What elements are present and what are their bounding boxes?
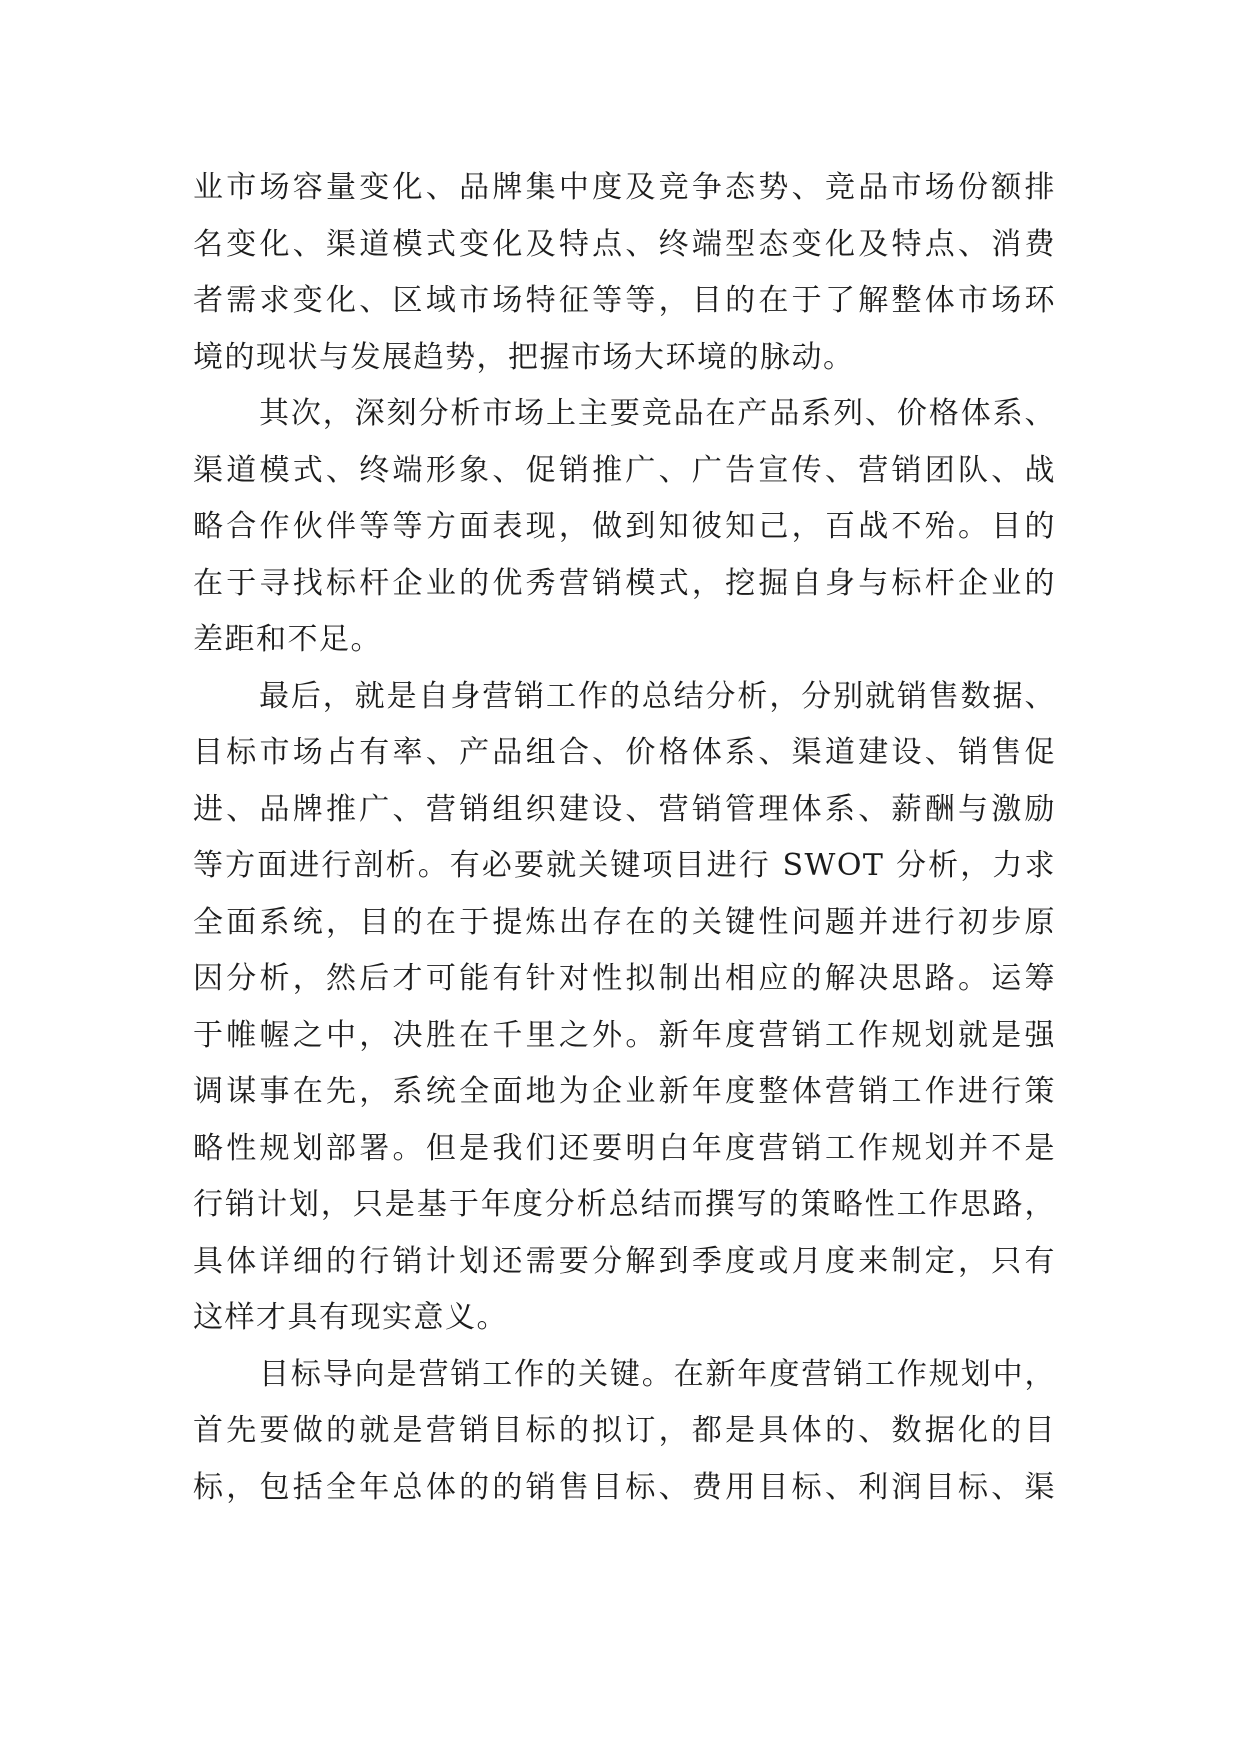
body-text bbox=[193, 160, 1056, 1516]
text-line: 略合作伙伴等等方面表现，做到知彼知己，百战不殆。目的 bbox=[193, 509, 1056, 544]
paragraph bbox=[193, 386, 1056, 669]
text-line: 差距和不足。 bbox=[193, 622, 382, 657]
text-line: 具体详细的行销计划还需要分解到季度或月度来制定，只有 bbox=[193, 1243, 1056, 1279]
text-line: 者需求变化、区域市场特征等等，目的在于了解整体市场环 bbox=[193, 283, 1056, 318]
text-line: 略性规划部署。但是我们还要明白年度营销工作规划并不是 bbox=[193, 1130, 1056, 1166]
text-line: 标，包括全年总体的的销售目标、费用目标、利润目标、渠 bbox=[193, 1469, 1056, 1505]
paragraph bbox=[193, 160, 1056, 386]
text-line: 首先要做的就是营销目标的拟订，都是具体的、数据化的目 bbox=[193, 1413, 1056, 1448]
text-line: 渠道模式、终端形象、促销推广、广告宣传、营销团队、战 bbox=[193, 452, 1056, 488]
text-line: 行销计划，只是基于年度分析总结而撰写的策略性工作思路， bbox=[193, 1187, 1056, 1222]
text-line: 其次，深刻分析市场上主要竞品在产品系列、价格体系、 bbox=[259, 396, 1056, 431]
text-line: 因分析，然后才可能有针对性拟制出相应的解决思路。运筹 bbox=[193, 961, 1056, 996]
text-line: 等方面进行剖析。有必要就关键项目进行 SWOT 分析，力求 bbox=[193, 848, 1056, 883]
paragraph bbox=[193, 1347, 1056, 1517]
text-line: 目标市场占有率、产品组合、价格体系、渠道建设、销售促 bbox=[193, 735, 1056, 770]
text-line: 在于寻找标杆企业的优秀营销模式，挖掘自身与标杆企业的 bbox=[193, 565, 1056, 601]
text-line: 境的现状与发展趋势，把握市场大环境的脉动。 bbox=[193, 339, 855, 375]
text-line: 最后，就是自身营销工作的总结分析，分别就销售数据、 bbox=[259, 678, 1056, 714]
text-line: 业市场容量变化、品牌集中度及竞争态势、竞品市场份额排 bbox=[193, 170, 1056, 205]
paragraph bbox=[193, 669, 1056, 1347]
text-line: 调谋事在先，系统全面地为企业新年度整体营销工作进行策 bbox=[193, 1074, 1056, 1109]
text-line: 名变化、渠道模式变化及特点、终端型态变化及特点、消费 bbox=[193, 226, 1056, 262]
text-line: 全面系统，目的在于提炼出存在的关键性问题并进行初步原 bbox=[193, 904, 1056, 940]
text-line: 这样才具有现实意义。 bbox=[193, 1300, 508, 1335]
text-line: 进、品牌推广、营销组织建设、营销管理体系、薪酬与激励 bbox=[193, 791, 1056, 827]
text-line: 目标导向是营销工作的关键。在新年度营销工作规划中， bbox=[259, 1356, 1056, 1392]
text-line: 于帷幄之中，决胜在千里之外。新年度营销工作规划就是强 bbox=[193, 1017, 1056, 1053]
